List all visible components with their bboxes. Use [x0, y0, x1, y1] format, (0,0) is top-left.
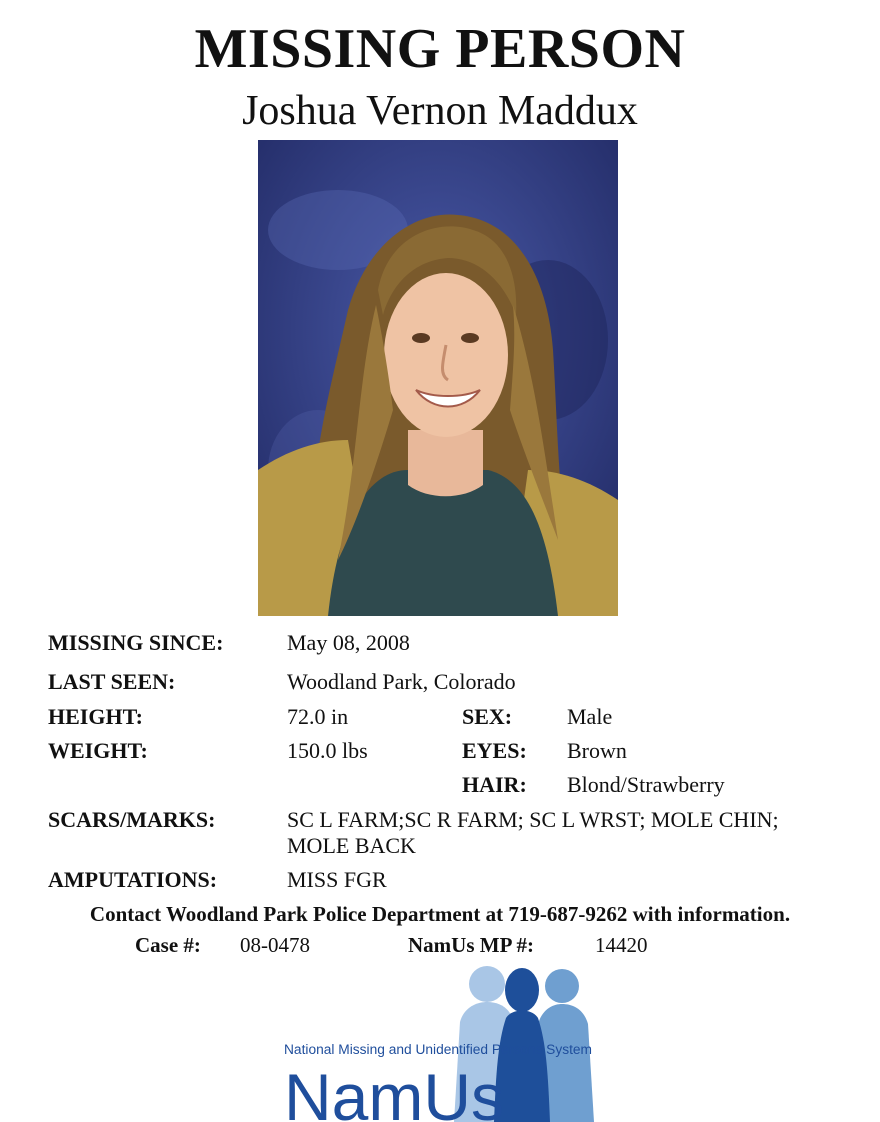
- namus-wordmark: NamUs: [284, 1060, 505, 1122]
- scars-value: SC L FARM;SC R FARM; SC L WRST; MOLE CHIN; MOLE BACK: [287, 807, 779, 858]
- last-seen-label: LAST SEEN:: [48, 669, 176, 694]
- amputations-value: MISS FGR: [287, 867, 387, 892]
- namus-logo: [282, 962, 602, 1122]
- weight-value: 150.0 lbs: [287, 738, 368, 763]
- poster-heading: MISSING PERSON: [194, 18, 686, 80]
- sex-label: SEX:: [462, 704, 513, 729]
- case-number-value: 08-0478: [240, 933, 310, 957]
- missing-since-value: May 08, 2008: [287, 630, 410, 655]
- hair-label: HAIR:: [462, 772, 527, 797]
- height-label: HEIGHT:: [48, 704, 143, 729]
- case-number-label: Case #:: [135, 933, 201, 957]
- namus-number-label: NamUs MP #:: [408, 933, 534, 957]
- eyes-label: EYES:: [462, 738, 527, 763]
- person-photo: [258, 140, 618, 616]
- namus-number-value: 14420: [595, 933, 648, 957]
- missing-since-label: MISSING SINCE:: [48, 630, 224, 655]
- contact-line: Contact Woodland Park Police Department at 719-687-9262 with information.: [89, 902, 791, 926]
- last-seen-value: Woodland Park, Colorado: [287, 669, 516, 694]
- height-value: 72.0 in: [287, 704, 349, 729]
- weight-label: WEIGHT:: [48, 738, 148, 763]
- person-name: Joshua Vernon Maddux: [242, 88, 638, 134]
- hair-value: Blond/Strawberry: [567, 772, 725, 797]
- scars-label: SCARS/MARKS:: [48, 807, 216, 832]
- sex-value: Male: [567, 704, 613, 729]
- amputations-label: AMPUTATIONS:: [48, 867, 218, 892]
- eyes-value: Brown: [567, 738, 627, 763]
- namus-tagline: National Missing and Unidentified Persons System: [284, 1042, 592, 1057]
